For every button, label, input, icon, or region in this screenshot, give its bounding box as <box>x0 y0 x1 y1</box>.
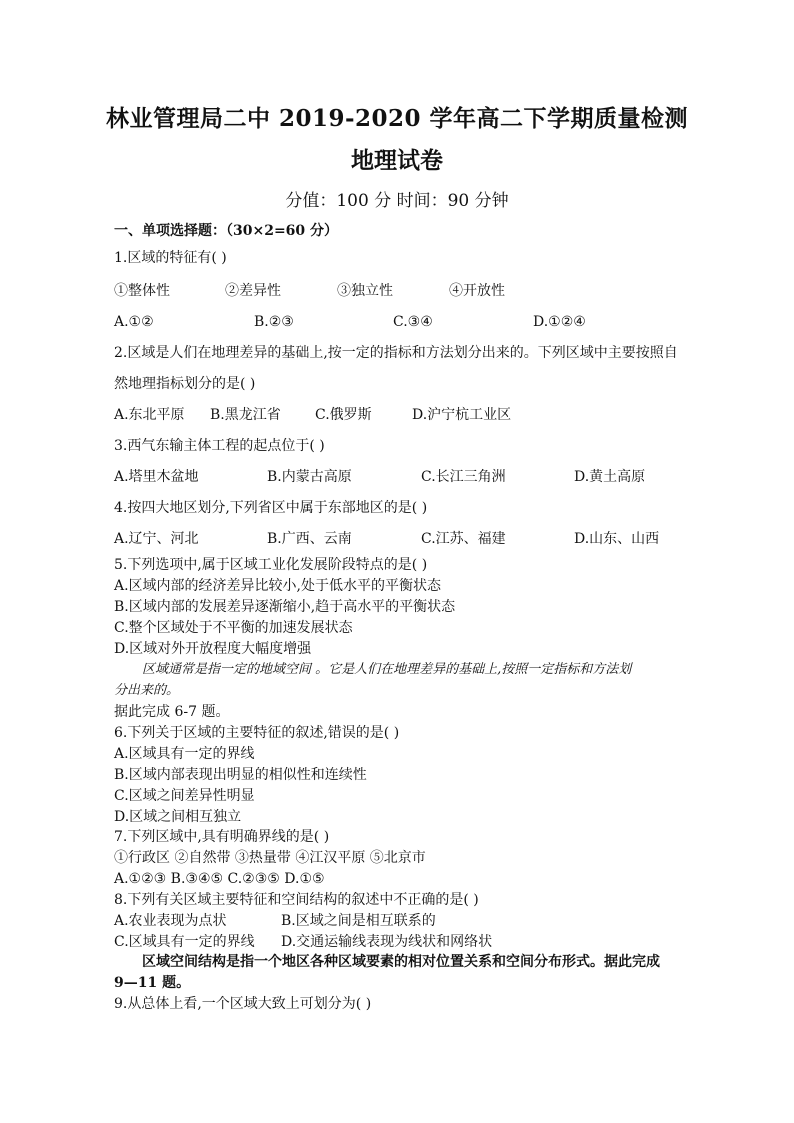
question-7-items: ①行政区 ②自然带 ③热量带 ④江汉平原 ⑤北京市 <box>114 850 426 866</box>
question-7-options: A.①②③ B.③④⑤ C.②③⑤ D.①⑤ <box>114 871 325 887</box>
section-heading: 一、单项选择题：（30×2=60 分） <box>114 223 339 239</box>
question-1-item: ④开放性 <box>449 283 505 299</box>
question-6-option: A.区域具有一定的界线 <box>114 746 255 762</box>
question-1-item: ②差异性 <box>225 283 281 299</box>
question-4-option: A.辽宁、河北 <box>114 531 199 547</box>
question-8-stem: 8.下列有关区域主要特征和空间结构的叙述中不正确的是( ) <box>114 892 479 908</box>
question-4-option: C.江苏、福建 <box>421 531 506 547</box>
question-6-option: B.区域内部表现出明显的相似性和连续性 <box>114 767 367 783</box>
question-8-option: B.区域之间是相互联系的 <box>281 913 436 929</box>
passage-1-instruction: 据此完成 6-7 题。 <box>114 704 230 720</box>
question-2-option: A.东北平原 <box>114 407 185 423</box>
question-5-option: A.区域内部的经济差异比较小,处于低水平的平衡状态 <box>114 578 442 594</box>
question-1-option: B.②③ <box>254 314 294 330</box>
question-3-stem: 3.西气东输主体工程的起点位于( ) <box>114 438 325 454</box>
question-8-option: A.农业表现为点状 <box>114 913 227 929</box>
question-7-stem: 7.下列区域中,具有明确界线的是( ) <box>114 829 330 845</box>
page-title-line2: 地理试卷 <box>351 147 443 174</box>
question-4-option: D.山东、山西 <box>574 531 660 547</box>
question-2-stem-cont: 然地理指标划分的是( ) <box>114 376 256 392</box>
question-1-option: A.①② <box>114 314 154 330</box>
question-1-option: C.③④ <box>393 314 433 330</box>
question-3-option: A.塔里木盆地 <box>114 469 199 485</box>
question-4-stem: 4.按四大地区划分,下列省区中属于东部地区的是( ) <box>114 500 428 516</box>
question-3-option: C.长江三角洲 <box>421 469 506 485</box>
question-3-option: B.内蒙古高原 <box>267 469 352 485</box>
question-6-option: D.区域之间相互独立 <box>114 809 242 825</box>
question-2-option: C.俄罗斯 <box>315 407 372 423</box>
question-1-item: ①整体性 <box>114 283 170 299</box>
question-1-option: D.①②④ <box>533 314 586 330</box>
exam-meta: 分值：100 分 时间：90 分钟 <box>285 191 509 211</box>
question-8-option: C.区域具有一定的界线 <box>114 934 255 950</box>
question-6-stem: 6.下列关于区域的主要特征的叙述,错误的是( ) <box>114 725 400 741</box>
passage-2-line: 区域空间结构是指一个地区各种区域要素的相对位置关系和空间分布形式。据此完成 <box>142 954 660 970</box>
page-title-line1: 林业管理局二中 2019-2020 学年高二下学期质量检测 <box>105 105 689 132</box>
question-5-option: B.区域内部的发展差异逐渐缩小,趋于高水平的平衡状态 <box>114 599 456 615</box>
question-2-stem: 2.区域是人们在地理差异的基础上,按一定的指标和方法划分出来的。下列区域中主要按照自 <box>114 345 678 361</box>
question-5-option: C.整个区域处于不平衡的加速发展状态 <box>114 620 353 636</box>
question-5-stem: 5.下列选项中,属于区域工业化发展阶段特点的是( ) <box>114 557 428 573</box>
question-1-item: ③独立性 <box>337 283 393 299</box>
question-1-stem: 1.区域的特征有( ) <box>114 250 227 266</box>
question-9-stem: 9.从总体上看,一个区域大致上可划分为( ) <box>114 996 372 1012</box>
question-8-option: D.交通运输线表现为线状和网络状 <box>281 934 493 950</box>
passage-2-line: 9—11 题。 <box>114 975 191 991</box>
question-2-option: D.沪宁杭工业区 <box>412 407 512 423</box>
passage-1-line: 分出来的。 <box>114 683 180 698</box>
question-3-option: D.黄土高原 <box>574 469 646 485</box>
question-5-option: D.区域对外开放程度大幅度增强 <box>114 641 312 657</box>
question-2-option: B.黑龙江省 <box>210 407 281 423</box>
question-6-option: C.区域之间差异性明显 <box>114 788 255 804</box>
question-4-option: B.广西、云南 <box>267 531 352 547</box>
passage-1-line: 区域通常是指一定的地域空间 。它是人们在地理差异的基础上,按照一定指标和方法划 <box>142 662 632 677</box>
